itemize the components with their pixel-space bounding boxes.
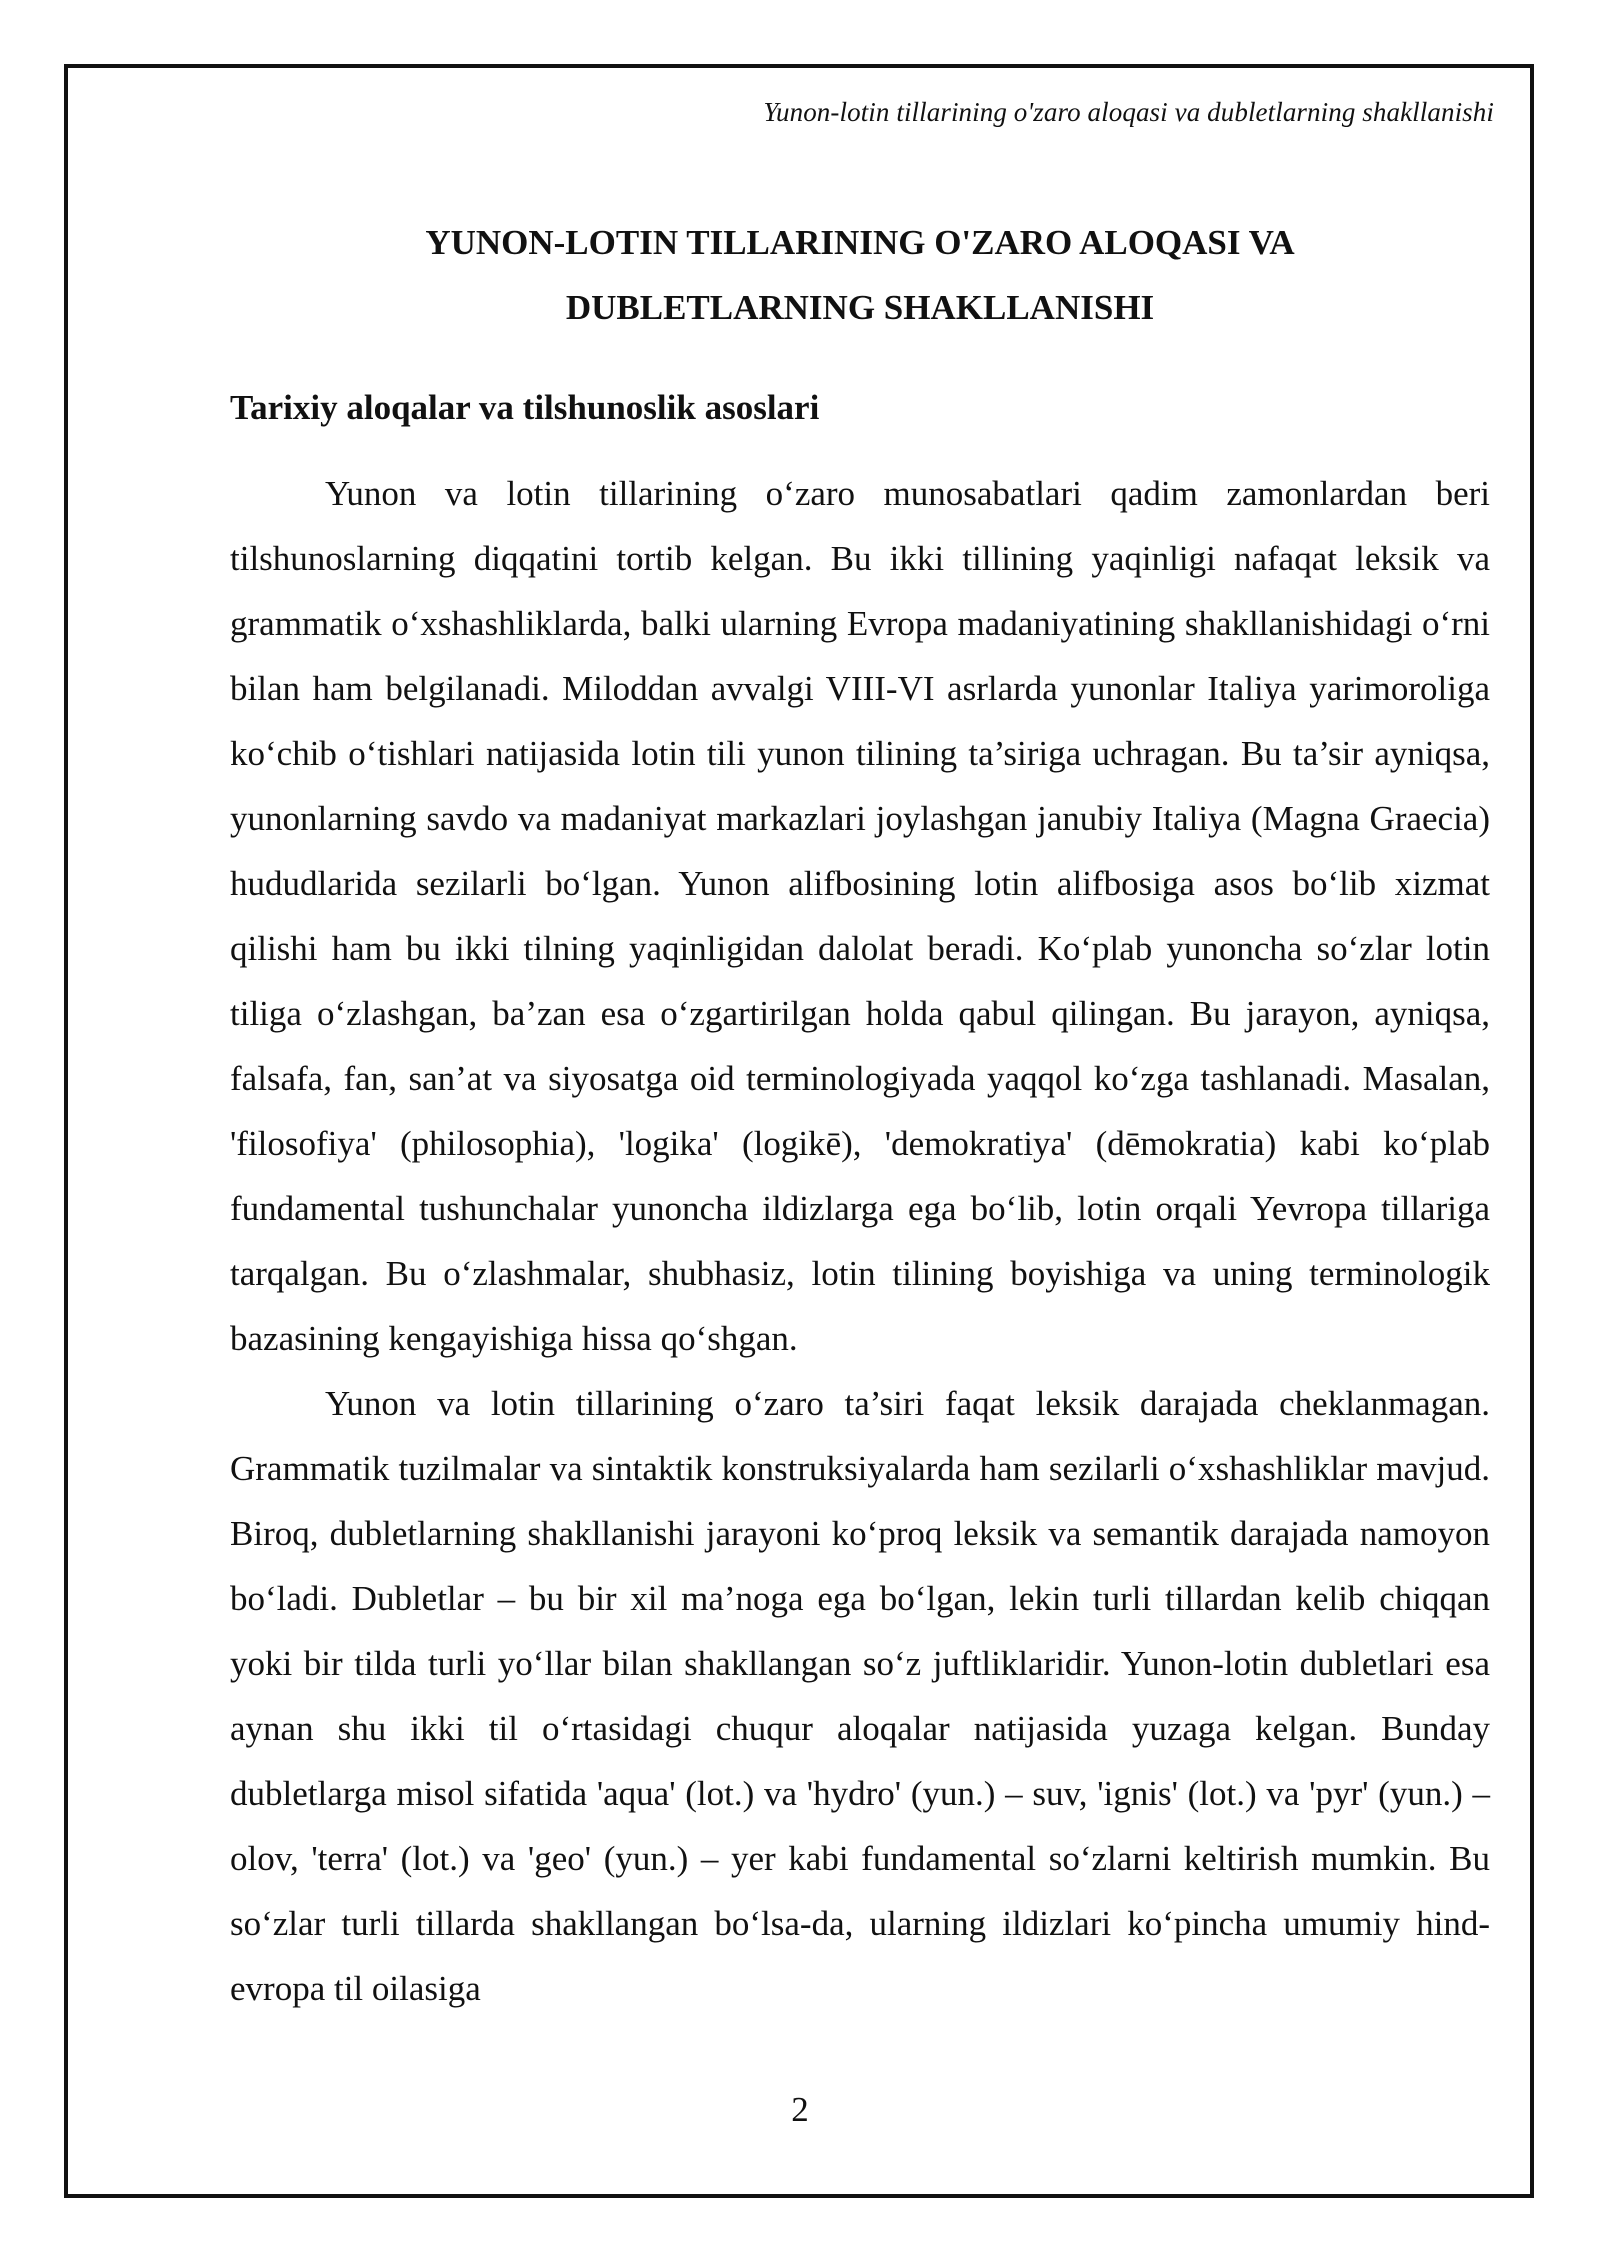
body-text	[230, 461, 1490, 2021]
section-heading: Tarixiy aloqalar va tilshunoslik asoslari	[230, 388, 820, 427]
running-header: Yunon-lotin tillarining o'zaro aloqasi va dubletlarning shakllanishi	[763, 97, 1494, 127]
document-title-line-2: DUBLETLARNING SHAKLLANISHI	[565, 288, 1155, 327]
paragraph-2: Yunon va lotin tillarining o‘zaro ta’siri faqat leksik darajada cheklanmagan. Grammatik tuzilmalar va sintaktik konstruksiyalarda ham sezilarli o‘xshashliklar mavjud. Biroq, dubletlarning shakllanishi jarayoni ko‘proq leksik va semantik darajada namoyon bo‘ladi. Dubletlar – bu bir xil ma’noga ega bo‘lgan, lekin turli tillardan kelib chiqqan yoki bir tilda turli yo‘llar bilan shakllangan so‘z juftliklaridir. Yunon-lotin dubletlari esa aynan shu ikki til o‘rtasidagi chuqur aloqalar natijasida yuzaga kelgan. Bunday dubletlarga misol sifatida 'aqua' (lot.) va 'hydro' (yun.) – suv, 'ignis' (lot.) va 'pyr' (yun.) – olov, 'terra' (lot.) va 'geo' (yun.) – yer kabi fundamental so‘zlarni keltirish mumkin. Bu so‘zlar turli tillarda shakllangan bo‘lsa-da, ularning ildizlari ko‘pincha umumiy hind-evropa til oilasiga	[230, 1384, 1490, 2008]
paragraph-1: Yunon va lotin tillarining o‘zaro munosabatlari qadim zamonlardan beri tilshunoslarning diqqatini tortib kelgan. Bu ikki tillining yaqinligi nafaqat leksik va grammatik o‘xshashliklarda, balki ularning Evropa madaniyatining shakllanishidagi o‘rni bilan ham belgilanadi. Miloddan avvalgi VIII-VI asrlarda yunonlar Italiya yarimoroliga ko‘chib o‘tishlari natijasida lotin tili yunon tilining ta’siriga uchragan. Bu ta’sir ayniqsa, yunonlarning savdo va madaniyat markazlari joylashgan janubiy Italiya (Magna Graecia) hududlarida sezilarli bo‘lgan. Yunon alifbosining lotin alifbosiga asos bo‘lib xizmat qilishi ham bu ikki tilning yaqinligidan dalolat beradi. Ko‘plab yunoncha so‘zlar lotin tiliga o‘zlashgan, ba’zan esa o‘zgartirilgan holda qabul qilingan. Bu jarayon, ayniqsa, falsafa, fan, san’at va siyosatga oid terminologiyada yaqqol ko‘zga tashlanadi. Masalan, 'filosofiya' (philosophia), 'logika' (logikē), 'demokratiya' (dēmokratia) kabi ko‘plab fundamental tushunchalar yunoncha ildizlarga ega bo‘lib, lotin orqali Yevropa tillariga tarqalgan. Bu o‘zlashmalar, shubhasiz, lotin tilining boyishiga va uning terminologik bazasining kengayishiga hissa qo‘shgan.	[230, 474, 1490, 1358]
document-title-line-1: YUNON-LOTIN TILLARINING O'ZARO ALOQASI VA	[425, 223, 1295, 262]
page-number: 2	[791, 2090, 809, 2129]
document-title	[230, 210, 1490, 340]
